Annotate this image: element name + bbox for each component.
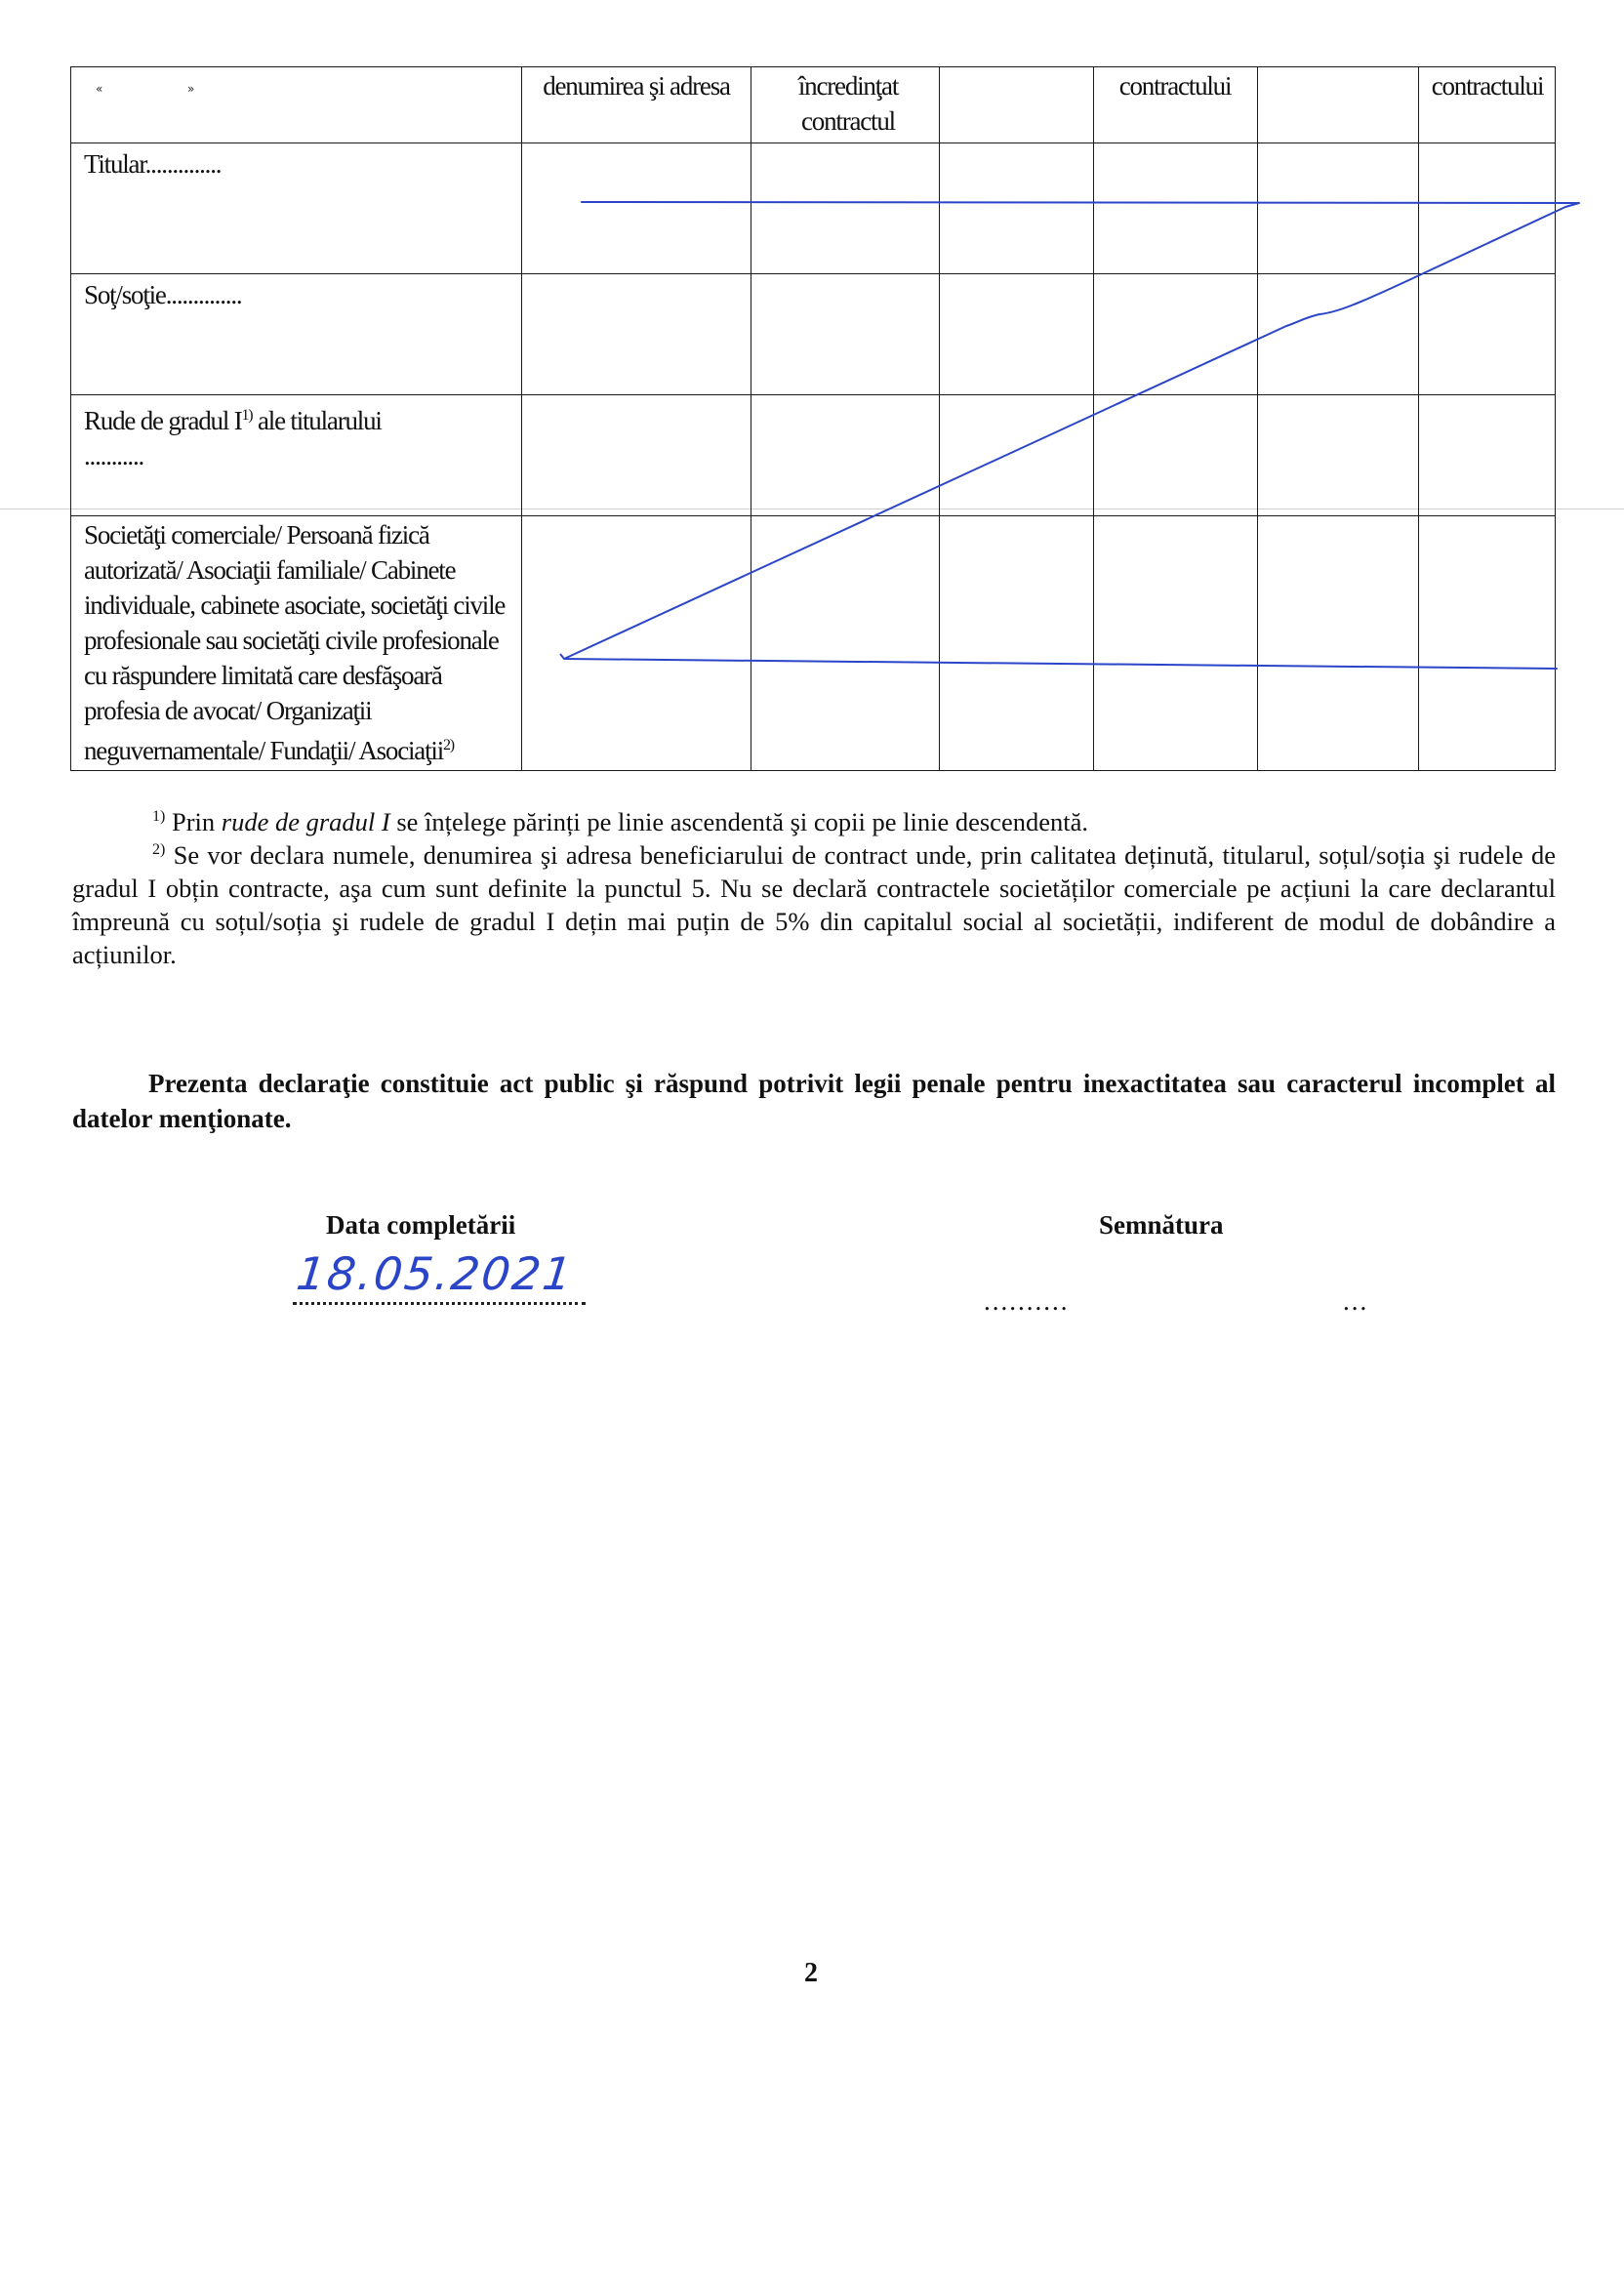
signature-label: Semnătura — [1099, 1210, 1224, 1240]
row-label-relatives-text: Rude de gradul I — [84, 406, 242, 435]
header-mark-right: » — [187, 82, 195, 96]
footnotes — [72, 805, 1556, 971]
page-number: 2 — [804, 1958, 818, 1988]
header-contract-type: contractului — [1118, 71, 1232, 101]
row-label-spouse: Soţ/soţie.............. — [84, 280, 242, 309]
row-label-relatives-dots: ........... — [84, 441, 144, 470]
signature-dots-left: .......... — [984, 1286, 1070, 1316]
date-field — [293, 1247, 595, 1316]
pen-line-tail — [560, 654, 564, 659]
footnote-2 — [72, 838, 1556, 971]
footnote-1-text-post: se înțelege părinți pe linie ascendentă şi copii pe linie descendentă. — [389, 807, 1088, 836]
declaration-statement — [72, 1066, 1556, 1136]
footnote-2-text: Se vor declara numele, denumirea şi adresa beneficiarului de contract unde, prin calitatea deținută, titularul, soțul/soția şi rudele de gradul I obțin contracte, aşa cum sunt definite la punctul 5. Nu se declară contractele societăților comerciale pe acțiuni la care declarantul împreună cu soțul/soția şi rudele de gradul I dețin mai puțin de 5% din capitalul social al societății, indiferent de modul de dobândire a acțiunilor. — [72, 840, 1556, 969]
row-label-companies-text: Societăţi comerciale/ Persoană fizică autorizată/ Asociaţii familiale/ Cabinete individuale, cabinete asociate, societăţi civile profesionale sau societăţi civile profesionale cu răspundere limitată care desfăşoară profesia de avocat/ Organizaţii neguvernamentale/ Fundaţii/ Asociaţii — [84, 520, 506, 765]
pen-line — [564, 202, 1579, 669]
header-mark-left: « — [96, 82, 103, 96]
header-beneficiary-name-address: denumirea şi adresa — [543, 71, 730, 101]
handwritten-date: 18.05.2021 — [294, 1247, 577, 1300]
declaration-text: Prezenta declaraţie constituie act public şi răspund potrivit legii penale pentru inexactitatea sau caracterul incomplet al datelor menţionate. — [72, 1069, 1556, 1133]
footnote-1-text-pre: Prin — [165, 807, 222, 836]
footnote-marker: 1) — [152, 808, 166, 825]
footnote-ref: 1) — [241, 407, 253, 424]
signature-dots-right: ... — [1343, 1286, 1369, 1316]
footnote-1-italic: rude de gradul I — [221, 807, 390, 836]
date-dotted-line — [293, 1302, 586, 1305]
header-contract-value: contractului — [1431, 71, 1544, 101]
row-label-relatives-rest: ale titularului — [252, 406, 382, 435]
date-label: Data completării — [326, 1210, 516, 1240]
footnote-1 — [72, 805, 1556, 838]
header-contract-awarded: încredinţat contractul — [797, 71, 899, 136]
footnote-ref: 2) — [443, 737, 454, 753]
row-label-titular: Titular.............. — [84, 149, 222, 179]
footnote-marker: 2) — [152, 841, 166, 858]
